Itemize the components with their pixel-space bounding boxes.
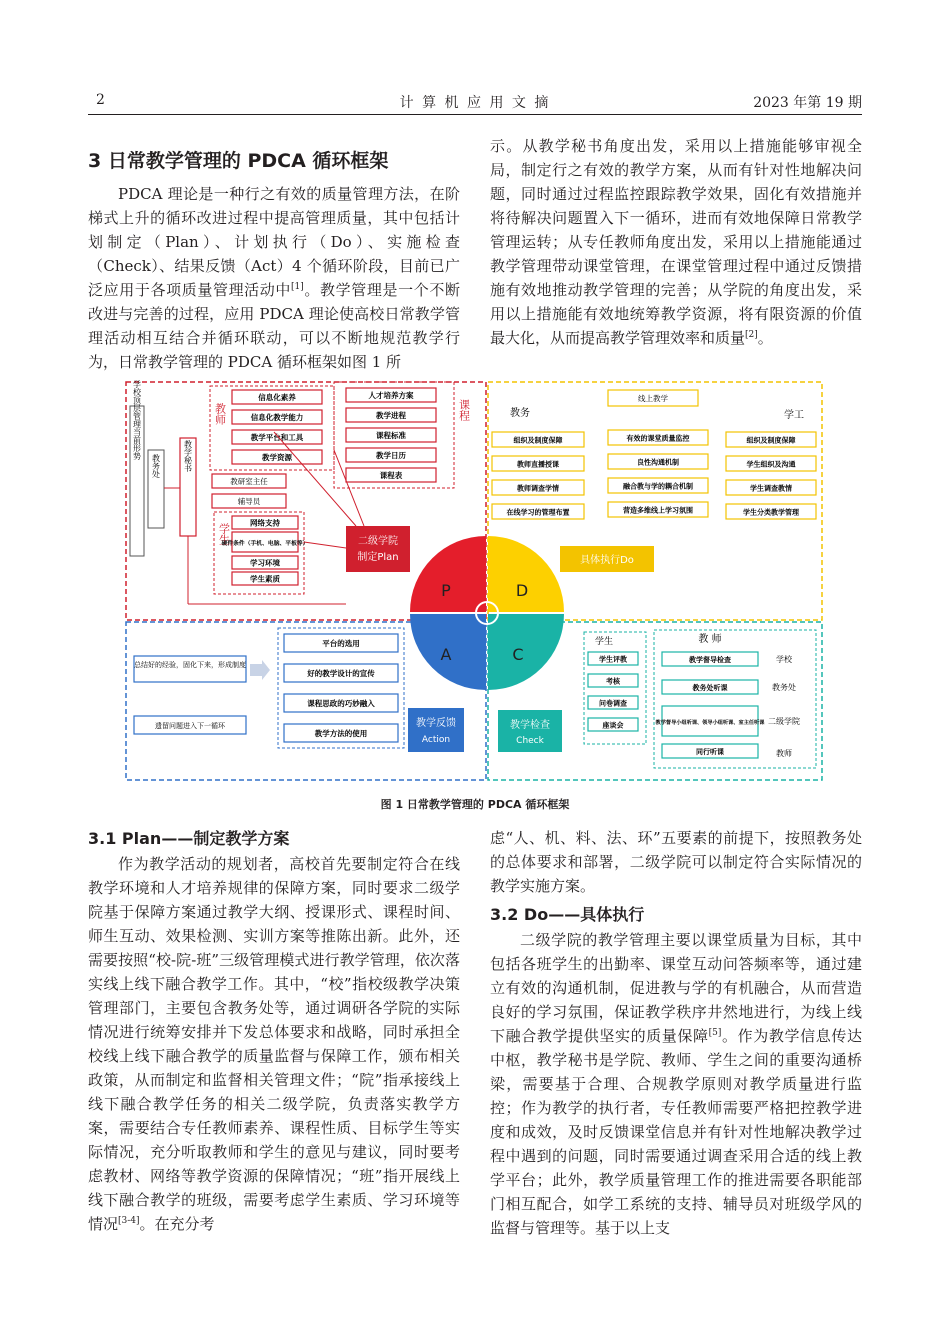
act-label-box xyxy=(408,708,464,752)
do-right-item: 学生组织及沟通 xyxy=(746,460,796,469)
wheel-c-segment xyxy=(488,614,564,690)
section-3-paragraph-2: 示。从教学秘书角度出发，采用以上措施能够审视全局，制定行之有效的教学方案，从而有针对性地解决问题，同时通过过程监控跟踪教学效果，固化有效措施并将待解决问题置入下一循环，进而有效地保障日常教学管理运转；从专任教师角度出发，采用以上措施能通过教学管理带动课堂管理，在课堂管理过程中通过反馈措施有效地推动教学管理的完善；从学院的角度出发，采用以上措施能有效地统筹教学资源，将有限资源的价值最大化，从而提高教学管理效率和质量[2]。 xyxy=(490,137,862,347)
header-rule xyxy=(88,114,862,115)
act-left1-label: 总结好的经验，固化下来，形成制度 xyxy=(134,661,246,669)
do-left-item: 在线学习的管理布置 xyxy=(506,508,570,517)
journal-title: 计 算 机 应 用 文 摘 xyxy=(399,95,551,111)
act-label2: Action xyxy=(421,735,451,745)
check-label1: 教学检查 xyxy=(510,720,550,731)
do-middle-item: 融合教与学的耦合机制 xyxy=(623,482,693,491)
check-role: 教师 xyxy=(776,749,792,758)
do-left-item: 组织及制度保障 xyxy=(513,436,563,445)
student-item: 学生素质 xyxy=(250,574,280,584)
act-item: 好的教学设计的宣传 xyxy=(307,669,375,678)
plan-center-line1: 二级学院 xyxy=(358,536,398,547)
mishu-label: 教学秘书 xyxy=(183,440,193,472)
do-label: 具体执行Do xyxy=(580,555,634,566)
fdy-label: 辅导员 xyxy=(237,497,261,506)
jiaowu-label: 教务 xyxy=(510,408,530,419)
teacher-side-label: 教师 xyxy=(213,403,227,425)
do-middle-item: 营造多维线上学习氛围 xyxy=(623,506,693,515)
wheel-d-letter: D xyxy=(515,581,529,600)
issue-label: 2023 年第 19 期 xyxy=(753,95,862,111)
check-teacher-item: 教学督导检查 xyxy=(689,656,731,664)
s32-text: 二级学院的教学管理主要以课堂质量为目标，其中包括各班学生的出勤率、课堂互动问答频率等，通过建立有效的沟通机制，促进教与学的有机融合，从而营造良好的学习氛围，保证教学秩序井然地进行，为线上线下融合教学提供坚实的质量保障[5]。作为教学信息传达中枢，教学秘书是学院、教师、学生之间的重要沟通桥梁，需要基于合理、合规教学原则对教学质量进行监控；作为教学的执行者，专任教师需要严格把控教学进度和成效，及时反馈课堂信息并有针对性地解决教学过程中遇到的问题，同时需要通过调查采用合适的线上教学平台；此外，教学质量管理工作的推进需要各职能部门相互配合，如学工系统的支持、辅导员对班级学风的监督与管理等。基于以上支 xyxy=(490,931,862,1237)
teacher-item: 信息化教学能力 xyxy=(250,413,304,422)
section-3-heading: 3 日常教学管理的 PDCA 循环框架 xyxy=(88,150,389,172)
student-item: 网络支持 xyxy=(250,518,280,528)
section-3-paragraph-1: PDCA 理论是一种行之有效的质量管理方法，在阶梯式上升的循环改进过程中提高管理质量，其中包括计划制定（Plan）、计划执行（Do）、实施检查（Check）、结果反馈（Act）4 个循环阶段，目前已广泛应用于各项质量管理活动中[1]。教学管理是一个不断改进与完善的过程，应用 PDCA 理论使高校日常教学管理活动相互结合并循环联动，可以不断地规范教学行为，日常教学管理的 PDCA 循环框架如图 1 所 xyxy=(88,185,460,371)
check-teacher-item: 教学督导小组听课、领导小组听课、室主任听课 xyxy=(655,720,765,726)
do-middle-item: 良性沟通机制 xyxy=(637,458,679,467)
pdca-figure xyxy=(124,376,828,786)
do-left-item: 教师直播授课 xyxy=(517,460,559,469)
course-item: 人才培养方案 xyxy=(368,391,414,400)
s32-heading: 3.2 Do——具体执行 xyxy=(490,905,645,924)
plan-center-line2: 制定Plan xyxy=(357,552,399,563)
plan-center-box xyxy=(346,526,410,572)
teacher-item: 教学资源 xyxy=(262,453,292,462)
act-item: 课程思政的巧妙融入 xyxy=(307,699,375,708)
wheel-d-segment xyxy=(488,536,564,612)
wheel-a-letter: A xyxy=(440,645,452,664)
act-item: 教学方法的使用 xyxy=(314,729,368,738)
check-student-item: 问卷调查 xyxy=(599,699,627,708)
check-teacher-label: 教 师 xyxy=(698,634,722,645)
check-teacher-item: 同行听课 xyxy=(696,748,724,756)
check-student-item: 学生评教 xyxy=(599,655,627,664)
s31-text: 作为教学活动的规划者，高校首先要制定符合在线教学环境和人才培养规律的保障方案，同时要求二级学院基于保障方案通过教学大纲、授课形式、课程时间、师生互动、效果检测、实训方案等推陈出新。此外，还需要按照“校-院-班”三级管理模式进行教学管理，依次落实线上线下融合教学工作。其中，“校”指校级教学决策管理部门，主要包含教务处等，通过调研各学院的实际情况进行统筹安排并下发总体要求和战略，同时承担全校线上线下融合教学的质量监督与保障工作，颁布相关政策，从而制定和监督相关管理文件；“院”指承接线上线下融合教学任务的相关二级学院，负责落实教学方案，需要结合专任教师素养、课程性质、目标学生等实际情况，充分听取教师和学生的意见与建议，同时要考虑教材、网络等教学资源的保障情况；“班”指开展线上线下融合教学的班级，需要考虑学生素质、学习环境等情况[3-4]。在充分考 xyxy=(88,855,460,1233)
student-item: 学习环境 xyxy=(250,558,280,568)
act-label1: 教学反馈 xyxy=(416,718,456,729)
page-number: 2 xyxy=(96,92,105,108)
course-side-label: 课程 xyxy=(457,399,471,421)
check-role: 学校 xyxy=(776,655,792,664)
do-right-item: 组织及制度保障 xyxy=(746,436,796,445)
wheel-c-letter: C xyxy=(512,645,524,664)
xuegong-label: 学工 xyxy=(784,410,804,421)
course-item: 课程表 xyxy=(379,471,403,480)
check-label2: Check xyxy=(516,736,544,746)
wheel-p-letter: P xyxy=(441,581,451,600)
pdca-wheel xyxy=(410,536,564,690)
check-role: 二级学院 xyxy=(768,717,800,726)
student-side-label: 学生 xyxy=(217,523,231,545)
course-item: 教学进程 xyxy=(376,411,406,420)
do-right-item: 学生分类教学管理 xyxy=(743,508,799,517)
act-left1-box xyxy=(134,656,246,682)
do-right-item: 学生调查教情 xyxy=(750,484,792,493)
teacher-item: 信息化素养 xyxy=(258,393,296,402)
jys-label: 教研室主任 xyxy=(230,477,268,486)
check-student-item: 考核 xyxy=(606,677,620,686)
teacher-item: 教学平台和工具 xyxy=(250,433,304,442)
s31-continuation: 虑“人、机、料、法、环”五要素的前提下，按照教务处的总体要求和部署，二级学院可以制定符合实际情况的教学实施方案。 xyxy=(490,829,862,895)
act-left2-label: 遗留问题进入下一循环 xyxy=(155,722,225,730)
act-arrow xyxy=(250,660,270,680)
do-middle-item: 有效的课堂质量监控 xyxy=(626,434,690,443)
course-item: 课程标准 xyxy=(376,431,406,440)
check-student-item: 座谈会 xyxy=(602,721,624,730)
online-label: 线上教学 xyxy=(638,394,668,403)
do-left-item: 教师调查学情 xyxy=(517,484,559,493)
school-level-label: 学校顶层管理当前形势 xyxy=(132,380,142,460)
course-item: 教学日历 xyxy=(376,451,406,460)
student-item: 硬件条件（手机、电脑、平板等） xyxy=(221,541,309,547)
s31-heading: 3.1 Plan——制定教学方案 xyxy=(88,829,290,848)
jiaowuchu-label: 教务处 xyxy=(151,454,161,478)
check-role: 教务处 xyxy=(772,683,796,692)
wheel-center-ring xyxy=(476,602,498,624)
wheel-p-segment xyxy=(410,536,486,612)
check-teacher-item: 教务处听课 xyxy=(692,684,728,692)
figure-caption: 图 1 日常教学管理的 PDCA 循环框架 xyxy=(380,798,570,811)
check-student-label: 学生 xyxy=(594,637,614,647)
act-item: 平台的选用 xyxy=(322,639,360,648)
